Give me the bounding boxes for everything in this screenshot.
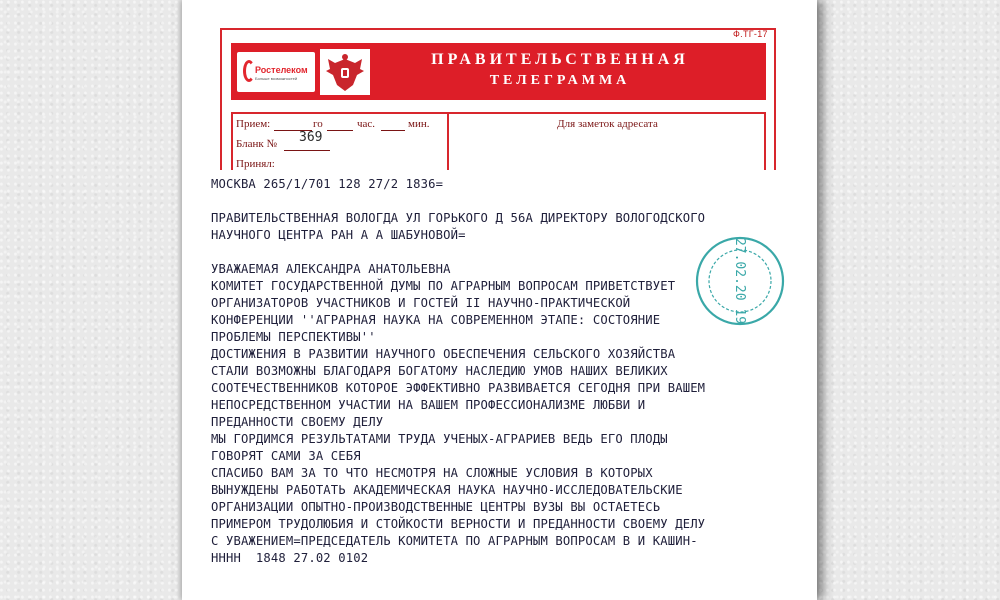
- notes-label: Для заметок адресата: [557, 118, 658, 130]
- stamp-date: 27.02.20 19: [732, 237, 747, 325]
- telegram-line: ПРИМЕРОМ ТРУДОЛЮБИЯ И СТОЙКОСТИ ВЕРНОСТИ И ПРЕДАННОСТИ СВОЕМУ ДЕЛУ: [211, 517, 706, 531]
- telegram-line: СТАЛИ ВОЗМОЖНЫ БЛАГОДАРЯ БОГАТОМУ НАСЛЕДИЮ УМОВ НАШИХ ВЕЛИКИХ: [211, 364, 668, 378]
- date-stamp: [694, 233, 786, 329]
- telegram-line: НЕПОСРЕДСТВЕННОМ УЧАСТИИ НА ВАШЕМ ПРОФЕССИОНАЛИЗМЕ ЛЮБВИ И: [211, 398, 646, 412]
- telegram-line: ГОВОРЯТ САМИ ЗА СЕБЯ: [211, 449, 361, 463]
- received-min-label: мин.: [408, 118, 430, 130]
- blank-line: [284, 150, 330, 151]
- document-title: ПРАВИТЕЛЬСТВЕННАЯ: [431, 51, 689, 68]
- telegram-line: КОМИТЕТ ГОСУДАРСТВЕННОЙ ДУМЫ ПО АГРАРНЫМ ВОПРОСАМ ПРИВЕТСТВУЕТ: [211, 279, 676, 293]
- coat-of-arms-icon: [320, 49, 370, 95]
- received-hours-line: [381, 130, 405, 131]
- brand-tagline: Больше возможностей: [255, 76, 298, 81]
- received-go-label: го: [313, 118, 323, 130]
- telegram-line: УВАЖАЕМАЯ АЛЕКСАНДРА АНАТОЛЬЕВНА: [211, 262, 451, 276]
- brand-name: Ростелеком: [255, 65, 308, 75]
- received-label: Прием:: [236, 118, 271, 130]
- document-subtitle: ТЕЛЕГРАММА: [489, 73, 631, 88]
- telegram-line: КОНФЕРЕНЦИИ ''АГРАРНАЯ НАУКА НА СОВРЕМЕННОМ ЭТАПЕ: СОСТОЯНИЕ: [211, 313, 661, 327]
- telegram-line: ПРОБЛЕМЫ ПЕРСПЕКТИВЫ'': [211, 330, 376, 344]
- telegram-line: С УВАЖЕНИЕМ=ПРЕДСЕДАТЕЛЬ КОМИТЕТА ПО АГРАРНЫМ ВОПРОСАМ В И КАШИН-: [211, 534, 698, 548]
- blank-number: 369: [299, 130, 323, 145]
- telegram-line: МЫ ГОРДИМСЯ РЕЗУЛЬТАТАМИ ТРУДА УЧЕНЫХ-АГРАРИЕВ ВЕДЬ ЕГО ПЛОДЫ: [211, 432, 668, 446]
- telegram-line: ОРГАНИЗАТОРОВ УЧАСТНИКОВ И ГОСТЕЙ II НАУЧНО-ПРАКТИЧЕСКОЙ: [211, 296, 631, 310]
- rostelecom-mark-icon: [243, 60, 255, 82]
- accepted-label: Принял:: [236, 158, 275, 170]
- telegram-line: НАУЧНОГО ЦЕНТРА РАН А А ШАБУНОВОЙ=: [211, 228, 466, 242]
- received-month-line: [327, 130, 353, 131]
- telegram-line: СПАСИБО ВАМ ЗА ТО ЧТО НЕСМОТРЯ НА СЛОЖНЫЕ УСЛОВИЯ В КОТОРЫХ: [211, 466, 653, 480]
- blank-label: Бланк №: [236, 138, 278, 150]
- telegram-line: ОРГАНИЗАЦИИ ОПЫТНО-ПРОИЗВОДСТВЕННЫЕ ЦЕНТРЫ ВУЗЫ ВЫ ОСТАЕТЕСЬ: [211, 500, 661, 514]
- telegram-line: СООТЕЧЕСТВЕННИКОВ КОТОРОЕ ЭФФЕКТИВНО РАЗВИВАЕТСЯ СЕГОДНЯ ПРИ ВАШЕМ: [211, 381, 706, 395]
- received-hours-label: час.: [357, 118, 376, 130]
- telegram-line: ПРАВИТЕЛЬСТВЕННАЯ ВОЛОГДА УЛ ГОРЬКОГО Д 56А ДИРЕКТОРУ ВОЛОГОДСКОГО: [211, 211, 706, 225]
- telegram-line: МОСКВА 265/1/701 128 27/2 1836=: [211, 177, 444, 191]
- telegram-line: ВЫНУЖДЕНЫ РАБОТАТЬ АКАДЕМИЧЕСКАЯ НАУКА НАУЧНО-ИССЛЕДОВАТЕЛЬСКИЕ: [211, 483, 683, 497]
- form-code: Ф.ТГ-17: [733, 29, 768, 39]
- form-tear-edge: [220, 170, 780, 176]
- telegram-line: НННН 1848 27.02 0102: [211, 551, 369, 565]
- telegram-line: ДОСТИЖЕНИЯ В РАЗВИТИИ НАУЧНОГО ОБЕСПЕЧЕНИЯ СЕЛЬСКОГО ХОЗЯЙСТВА: [211, 347, 676, 361]
- rostelecom-logo: [237, 52, 315, 92]
- telegram-line: ПРЕДАННОСТИ СВОЕМУ ДЕЛУ: [211, 415, 384, 429]
